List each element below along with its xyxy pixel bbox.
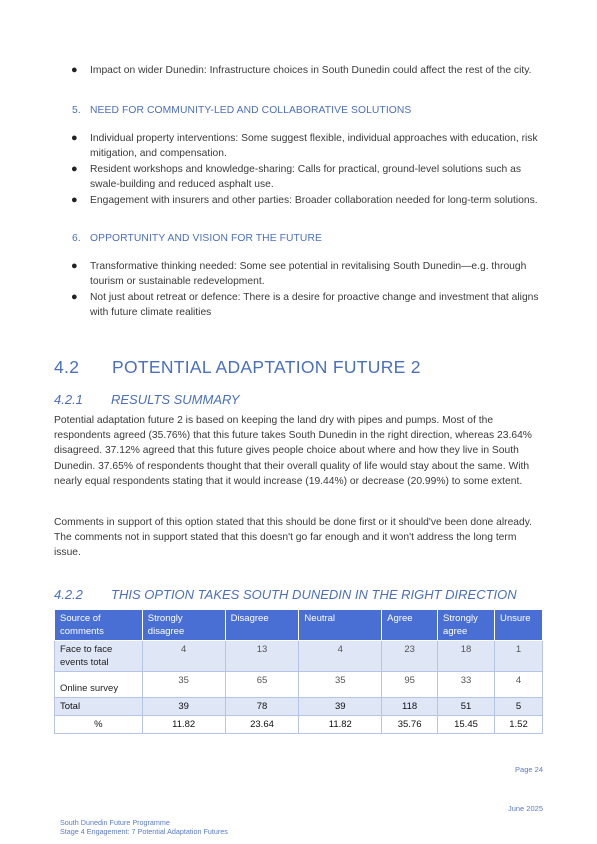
row-label: % xyxy=(55,716,143,734)
table-cell: 118 xyxy=(382,698,438,716)
results-table xyxy=(54,609,543,734)
row-label: Face to face events total xyxy=(55,641,143,672)
table-cell: 65 xyxy=(225,672,299,698)
column-header: Source of comments xyxy=(55,610,143,641)
footer-line: Stage 4 Engagement: 7 Potential Adaptation Futures xyxy=(60,827,228,836)
results-summary-paragraph: Potential adaptation future 2 is based on keeping the land dry with pipes and pumps. Most of the respondents agreed (35.76%) that this future takes South Dunedin in the right direction, whereas 23.64% disagreed. 37.12% agreed that this future gives people choice about where and how they live in South Dunedin. 37.65% of respondents thought that their overall quality of life would stay about the same. With nearly equal respondents stating that it would increase (19.44%) or decrease (20.99%) to some extent. xyxy=(54,415,532,487)
table-cell: 35 xyxy=(142,672,225,698)
table-row xyxy=(55,641,543,672)
bullet-icon: ● xyxy=(71,64,78,76)
bullet-list-community xyxy=(54,131,549,209)
column-header: Disagree xyxy=(225,610,299,641)
bullet-icon: ● xyxy=(71,163,78,175)
list-item: ● Resident workshops and knowledge-sharing: Calls for practical, ground-level solutions such as swale-building and reduced asphalt use. xyxy=(71,163,521,190)
table-cell: 4 xyxy=(299,641,382,672)
column-header: Neutral xyxy=(299,610,382,641)
list-item: ● Engagement with insurers and other parties: Broader collaboration needed for long-term solutions. xyxy=(71,194,538,206)
column-header: Strongly disagree xyxy=(142,610,225,641)
bullet-list-opportunity xyxy=(54,259,549,321)
document-page: ● Impact on wider Dunedin: Infrastructure choices in South Dunedin could affect the rest of the city. 5. NEED FOR COMMUNITY-LED AND COLLABORATIVE SOLUTIONS ● Individual property interventions: Some suggest flexible, individual approaches with education, risk mitigation, and compensation. ● Resident workshops and knowledge-sharing: Calls for practical, ground-level solutions such as swale-building and reduced asphalt use. ● Engagement with insurers and other parties: Broader collaboration needed for long-term solutions. 6. OPPORTUNITY AND VISION FOR THE FUTURE ● Transformative thinking needed: Some see potential in revitalising South Dunedin—e.g. through tourism or sustainable redevelopment. ● Not just about retreat or defence: There is a desire for proactive change and investment that aligns with future climate realities 4.2 POTENTIAL ADAPTATION FUTURE 2 4.2.1 RESULTS SUMMARY Potential adaptation future 2 is based on keeping the land dry with pipes and pumps. Most of the respondents agreed (35.76%) that this future takes South Dunedin in the right direction, whereas 23.64% disagreed. 37.12% agreed that this future gives people choice about where and how they live in South Dunedin. 37.65% of respondents thought that their overall quality of life would stay about the same. With nearly equal respondents stating that it would increase (19.44%) or decrease (20.99%) to some extent. Comments in support of this option stated that this should be done first or it should've been done already. The comments not in support stated that this doesn't go far enough and it won't address the long term issue. 4.2.2 THIS OPTION TAKES SOUTH DUNEDIN IN THE RIGHT DIRECTION Source of comments Strongly disagree Disagree Neutral Agree Strongly agree Unsure Face to face events total 4 13 4 23 18 1 Online survey 35 65 35 95 33 4 Total 39 78 39 118 51 5 % 11.82 23.64 11.82 35.76 15.45 1.52 Page 24 June 2025 South Dunedin Future Programme Stage 4 Engagement: 7 Potential Adaptation Futures xyxy=(0,0,597,844)
list-item: ● Not just about retreat or defence: There is a desire for proactive change and investment that aligns with future climate realities xyxy=(71,291,539,318)
table-row xyxy=(55,672,543,698)
table-cell: 1.52 xyxy=(494,716,542,734)
list-item: ● Individual property interventions: Some suggest flexible, individual approaches with education, risk mitigation, and compensation. xyxy=(71,132,538,159)
column-header: Agree xyxy=(382,610,438,641)
row-label: Total xyxy=(55,698,143,716)
table-cell: 18 xyxy=(438,641,495,672)
bullet-icon: ● xyxy=(71,194,78,206)
table-cell: 11.82 xyxy=(142,716,225,734)
table-row-percent xyxy=(55,716,543,734)
table-cell: 1 xyxy=(494,641,542,672)
column-header: Unsure xyxy=(494,610,542,641)
table-cell: 5 xyxy=(494,698,542,716)
footer-line: South Dunedin Future Programme xyxy=(60,818,170,827)
table-cell: 23 xyxy=(382,641,438,672)
table-cell: 23.64 xyxy=(225,716,299,734)
table-cell: 4 xyxy=(142,641,225,672)
heading-4-2-1: 4.2.1 RESULTS SUMMARY xyxy=(54,392,240,407)
table-cell: 13 xyxy=(225,641,299,672)
table-cell: 11.82 xyxy=(299,716,382,734)
table-cell: 95 xyxy=(382,672,438,698)
table-cell: 35.76 xyxy=(382,716,438,734)
footer-date: June 2025 xyxy=(507,804,543,813)
table-cell: 33 xyxy=(438,672,495,698)
row-label: Online survey xyxy=(55,672,143,698)
list-item: ● Impact on wider Dunedin: Infrastructure choices in South Dunedin could affect the rest of the city. xyxy=(71,64,532,76)
table-cell: 78 xyxy=(225,698,299,716)
footer-programme xyxy=(60,818,228,836)
table-cell: 4 xyxy=(494,672,542,698)
bullet-icon: ● xyxy=(71,291,78,303)
heading-4-2: 4.2 POTENTIAL ADAPTATION FUTURE 2 xyxy=(54,357,421,377)
list-item: ● Transformative thinking needed: Some see potential in revitalising South Dunedin—e.g. through tourism or sustainable redevelopment. xyxy=(71,260,527,287)
page-number: Page 24 xyxy=(515,765,543,774)
table-header-row xyxy=(55,610,543,641)
column-header: Strongly agree xyxy=(438,610,495,641)
table-cell: 35 xyxy=(299,672,382,698)
heading-4-2-2: 4.2.2 THIS OPTION TAKES SOUTH DUNEDIN IN THE RIGHT DIRECTION xyxy=(54,587,517,602)
table-cell: 15.45 xyxy=(438,716,495,734)
bullet-list-impact xyxy=(54,63,549,79)
comments-paragraph: Comments in support of this option stated that this should be done first or it should've been done already. The comments not in support stated that this doesn't go far enough and it won't address the long term issue. xyxy=(54,517,533,559)
table-row-total xyxy=(55,698,543,716)
bullet-icon: ● xyxy=(71,260,78,272)
table-cell: 39 xyxy=(299,698,382,716)
bullet-icon: ● xyxy=(71,132,78,144)
table-cell: 39 xyxy=(142,698,225,716)
table-cell: 51 xyxy=(438,698,495,716)
